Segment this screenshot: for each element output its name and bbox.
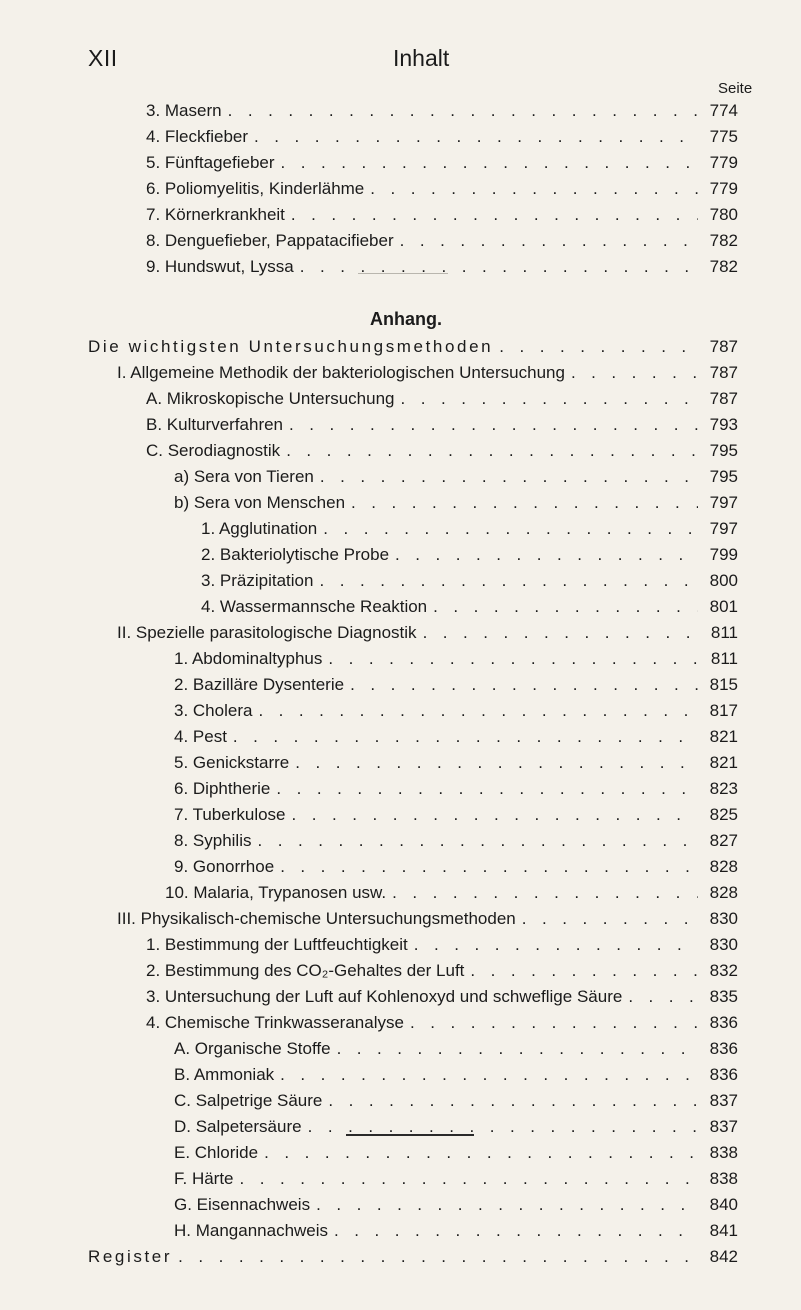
leader-dots: [258, 698, 698, 724]
toc-entry: [146, 228, 738, 254]
toc-entry-page: 840: [709, 1195, 738, 1214]
leader-dots: [522, 906, 698, 932]
toc-entry-label: 2. Bazilläre Dysenterie: [174, 675, 345, 694]
leader-dots: [254, 124, 698, 150]
toc-entry-page: 787: [709, 363, 738, 382]
leader-dots: [280, 854, 698, 880]
leader-dots: [257, 828, 698, 854]
leader-dots: [300, 254, 698, 280]
toc-entry-label: 7. Körnerkrankheit: [146, 205, 285, 224]
leader-dots: [334, 1218, 698, 1244]
toc-entry-page: 842: [709, 1247, 738, 1266]
toc-entry: [201, 568, 738, 594]
leader-dots: [276, 776, 698, 802]
leader-dots: [328, 646, 698, 672]
toc-entry: [146, 176, 738, 202]
toc-entry: [146, 984, 738, 1010]
toc-entry-label: 1. Agglutination: [201, 519, 318, 538]
toc-entry: [174, 1088, 738, 1114]
toc-entry: [174, 1218, 738, 1244]
leader-dots: [401, 386, 698, 412]
toc-entry-label: B. Ammoniak: [174, 1065, 275, 1084]
leader-dots: [308, 1114, 698, 1140]
toc-entry-label: 8. Denguefieber, Pappatacifieber: [146, 231, 394, 250]
leader-dots: [295, 750, 698, 776]
leader-dots: [319, 568, 698, 594]
toc-entry-label: 9. Hundswut, Lyssa: [146, 257, 294, 276]
toc-entry: [174, 802, 738, 828]
toc-entry-label: 3. Untersuchung der Luft auf Kohlenoxyd und schweflige Säure: [146, 987, 623, 1006]
toc-entry-label: b) Sera von Menschen: [174, 493, 346, 512]
toc-entry-label: 1. Abdominaltyphus: [174, 649, 323, 668]
leader-dots: [228, 98, 698, 124]
toc-entry: [174, 698, 738, 724]
toc-entry: [174, 828, 738, 854]
toc-entry-label: 4. Chemische Trinkwasseranalyse: [146, 1013, 404, 1032]
leader-dots: [392, 880, 698, 906]
toc-entry: [174, 1062, 738, 1088]
toc-entry-label: 3. Cholera: [174, 701, 253, 720]
toc-entry: [146, 932, 738, 958]
leader-dots: [316, 1192, 698, 1218]
toc-entry: [201, 594, 738, 620]
toc-entry-page: 817: [709, 701, 738, 720]
toc-entry: [174, 854, 738, 880]
toc-entry-label: 7. Tuberkulose: [174, 805, 286, 824]
toc-entry-label: 10. Malaria, Trypanosen usw.: [165, 883, 387, 902]
anhang-heading: Anhang.: [370, 309, 442, 329]
leader-dots: [233, 724, 698, 750]
toc-entry-page: 787: [709, 337, 738, 356]
toc-entry-page: 841: [709, 1221, 738, 1240]
toc-entry-label: 9. Gonorrhoe: [174, 857, 275, 876]
toc-entry-label: A. Organische Stoffe: [174, 1039, 331, 1058]
toc-entry-page: 779: [709, 179, 738, 198]
toc-entry-page: 797: [709, 493, 738, 512]
toc-entry-page: 836: [709, 1013, 738, 1032]
toc-entry: [174, 1036, 738, 1062]
leader-dots: [628, 984, 698, 1010]
toc-entry: [146, 958, 738, 984]
leader-dots: [292, 802, 698, 828]
toc-entry-page: 815: [709, 675, 738, 694]
toc-entry-page: 787: [709, 389, 738, 408]
leader-dots: [414, 932, 698, 958]
toc-entry-label: 4. Wassermannsche Reaktion: [201, 597, 428, 616]
toc-entry-page: 775: [709, 127, 738, 146]
toc-entry-label: 1. Bestimmung der Luftfeuchtigkeit: [146, 935, 408, 954]
toc-entry-page: 800: [709, 571, 738, 590]
toc-entry-page: 838: [709, 1143, 738, 1162]
toc-entry-page: 827: [709, 831, 738, 850]
toc-entry-page: 836: [709, 1039, 738, 1058]
toc-entry: [174, 750, 738, 776]
toc-entry: [174, 1140, 738, 1166]
toc-entry-label: B. Kulturverfahren: [146, 415, 284, 434]
leader-dots: [470, 958, 698, 984]
toc-entry-page: 799: [709, 545, 738, 564]
toc-entry-page: 779: [709, 153, 738, 172]
toc-entry-label: 6. Poliomyelitis, Kinderlähme: [146, 179, 365, 198]
leader-dots: [320, 464, 698, 490]
toc-entry: [146, 150, 738, 176]
leader-dots: [350, 672, 698, 698]
toc-entry-page: 825: [709, 805, 738, 824]
toc-entry-label: C. Salpetrige Säure: [174, 1091, 323, 1110]
toc-entry-label: III. Physikalisch-chemische Untersuchungsmethoden: [117, 909, 516, 928]
toc-entry: [146, 412, 738, 438]
toc-entry-label: G. Eisennachweis: [174, 1195, 311, 1214]
toc-entry-page: 782: [709, 231, 738, 250]
leader-dots: [286, 438, 698, 464]
toc-entry-page: 793: [709, 415, 738, 434]
toc-entry-label: a) Sera von Tieren: [174, 467, 314, 486]
toc-entry-page: 823: [709, 779, 738, 798]
toc-entry-label: 5. Fünftagefieber: [146, 153, 275, 172]
toc-entry: [174, 776, 738, 802]
toc-entry-page: 795: [709, 441, 738, 460]
toc-entry-label: 4. Fleckfieber: [146, 127, 249, 146]
leader-dots: [337, 1036, 698, 1062]
leader-dots: [323, 516, 698, 542]
toc-entry-page: 830: [709, 909, 738, 928]
leader-dots: [351, 490, 698, 516]
toc-entry: [174, 1114, 738, 1140]
leader-dots: [370, 176, 698, 202]
leader-dots: [410, 1010, 698, 1036]
leader-dots: [395, 542, 698, 568]
toc-entry: [174, 724, 738, 750]
toc-entry-label: 2. Bestimmung des CO₂-Gehaltes der Luft: [146, 961, 465, 980]
leader-dots: [240, 1166, 698, 1192]
leader-dots: [291, 202, 698, 228]
toc-entry-label: D. Salpetersäure: [174, 1117, 302, 1136]
toc-entry-page: 801: [709, 597, 738, 616]
toc-entry: [174, 1192, 738, 1218]
toc-entry-page: 830: [709, 935, 738, 954]
toc-entry-label: Register: [88, 1247, 173, 1266]
toc-entry: [146, 438, 738, 464]
toc-entry-label: 4. Pest: [174, 727, 227, 746]
toc-entry-label: II. Spezielle parasitologische Diagnostik: [117, 623, 417, 642]
leader-dots: [280, 1062, 698, 1088]
toc-entry: [201, 516, 738, 542]
toc-entry-page: 828: [709, 883, 738, 902]
toc-entry-page: 811: [710, 649, 738, 668]
toc-entry-label: A. Mikroskopische Untersuchung: [146, 389, 395, 408]
page-title: Inhalt: [393, 45, 450, 71]
toc-entry-label: C. Serodiagnostik: [146, 441, 281, 460]
toc-entry-label: F. Härte: [174, 1169, 234, 1188]
toc-section-title: [88, 334, 738, 360]
toc-entry-label: Die wichtigsten Untersuchungsmethoden: [88, 337, 494, 356]
toc-entry-page: 795: [709, 467, 738, 486]
toc-entry-page: 836: [709, 1065, 738, 1084]
toc-entry-label: 3. Masern: [146, 101, 222, 120]
toc-entry-label: H. Mangannachweis: [174, 1221, 329, 1240]
toc-entry: [201, 542, 738, 568]
toc-entry-page: 837: [709, 1117, 738, 1136]
toc-entry: [174, 464, 738, 490]
toc-entry: [146, 124, 738, 150]
toc-entry: [146, 386, 738, 412]
toc-entry-page: 821: [709, 727, 738, 746]
leader-dots: [423, 620, 698, 646]
toc-entry: [117, 360, 738, 386]
toc-entry: [174, 672, 738, 698]
leader-dots: [433, 594, 698, 620]
leader-dots: [264, 1140, 698, 1166]
leader-dots: [571, 360, 698, 386]
toc-entry-page: 774: [709, 101, 738, 120]
toc-entry-page: 797: [709, 519, 738, 538]
leader-dots: [499, 334, 698, 360]
toc-entry-page: 811: [710, 623, 738, 642]
toc-entry-page: 780: [709, 205, 738, 224]
seite-label: Seite: [718, 80, 753, 97]
leader-dots: [289, 412, 698, 438]
toc-entry-label: 6. Diphtherie: [174, 779, 271, 798]
page-number: XII: [88, 45, 118, 71]
toc-entry: [174, 1166, 738, 1192]
toc-entry-label: E. Chloride: [174, 1143, 259, 1162]
toc-register: [88, 1244, 738, 1270]
toc-entry-page: 837: [709, 1091, 738, 1110]
toc-entry: [146, 202, 738, 228]
toc-entry: [146, 98, 738, 124]
toc-entry: [174, 490, 738, 516]
leader-dots: [400, 228, 698, 254]
toc-entry: [165, 880, 738, 906]
leader-dots: [178, 1244, 698, 1270]
toc-entry: [146, 254, 738, 280]
toc-entry-page: 782: [709, 257, 738, 276]
toc-entry-label: I. Allgemeine Methodik der bakteriologischen Untersuchung: [117, 363, 565, 382]
separator-rule: [358, 273, 448, 274]
toc-entry: [146, 1010, 738, 1036]
toc-entry: [174, 646, 738, 672]
toc-entry-page: 838: [709, 1169, 738, 1188]
toc-entry: [117, 620, 738, 646]
leader-dots: [281, 150, 698, 176]
leader-dots: [328, 1088, 698, 1114]
toc-entry-label: 8. Syphilis: [174, 831, 252, 850]
toc-entry-label: 5. Genickstarre: [174, 753, 290, 772]
toc-entry-page: 835: [709, 987, 738, 1006]
toc-entry-page: 832: [709, 961, 738, 980]
toc-entry-page: 828: [709, 857, 738, 876]
toc-entry: [117, 906, 738, 932]
end-rule: [346, 1134, 474, 1136]
toc-entry-page: 821: [709, 753, 738, 772]
toc-entry-label: 2. Bakteriolytische Probe: [201, 545, 390, 564]
toc-entry-label: 3. Präzipitation: [201, 571, 314, 590]
